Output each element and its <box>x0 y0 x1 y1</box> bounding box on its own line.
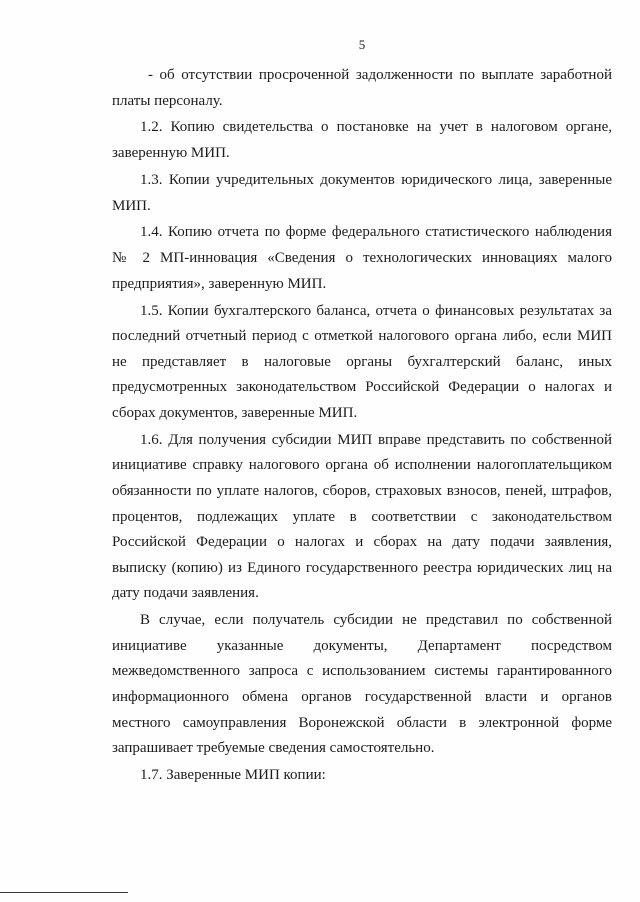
text-line: № 2 МП-инновация «Сведения о технологических инновациях малого <box>112 250 612 267</box>
text-line: дату подачи заявления. <box>112 585 259 602</box>
text-line: местного самоуправления Воронежской области в электронной форме <box>112 714 612 731</box>
text-line: МИП. <box>112 197 151 214</box>
paragraph-1-6 <box>112 428 612 607</box>
paragraph-1-3 <box>112 168 612 219</box>
text-line: сборах документов, заверенные МИП. <box>112 404 358 421</box>
text-line: предусмотренных законодательством Российской Федерации о налогах и <box>112 379 612 396</box>
text-line: 1.2. Копию свидетельства о постановке на учет в налоговом органе, <box>140 119 612 136</box>
text-line: инициативе справку налогового органа об исполнении налогоплательщиком <box>112 457 612 474</box>
text-line: 1.3. Копии учредительных документов юридического лица, заверенные <box>140 171 612 188</box>
text-line: запрашивает требуемые сведения самостоятельно. <box>112 740 435 757</box>
paragraph-1-4 <box>112 220 612 297</box>
text-line: 1.7. Заверенные МИП копии: <box>140 767 326 784</box>
text-line: Российской Федерации о налогах и сборах на дату подачи заявления, <box>112 534 612 551</box>
text-line: процентов, подлежащих уплате в соответствии с законодательством <box>112 508 612 525</box>
paragraph-1-2 <box>112 115 612 166</box>
paragraph-no-debt-item <box>112 63 612 114</box>
text-line: - об отсутствии просроченной задолженности по выплате заработной <box>148 67 612 83</box>
text-line: заверенную МИП. <box>112 145 230 162</box>
text-line: предприятия», заверенную МИП. <box>112 275 327 292</box>
text-line: 1.4. Копию отчета по форме федерального статистического наблюдения <box>140 224 612 241</box>
document-text <box>112 63 612 789</box>
text-line: В случае, если получатель субсидии не представил по собственной <box>140 612 612 629</box>
text-line: платы персоналу. <box>112 92 223 109</box>
scan-edge-line <box>0 892 128 893</box>
paragraph-department-request <box>112 608 612 762</box>
text-line: 1.6. Для получения субсидии МИП вправе представить по собственной <box>140 431 612 448</box>
text-line: не представляет в налоговые органы бухгалтерский баланс, иных <box>112 353 612 370</box>
text-line: последний отчетный период с отметкой налогового органа либо, если МИП <box>112 328 612 345</box>
paragraph-1-5 <box>112 299 612 427</box>
text-line: обязанности по уплате налогов, сборов, страховых взносов, пеней, штрафов, <box>112 482 612 499</box>
paragraph-1-7 <box>112 763 612 789</box>
text-line: инициативе указанные документы, Департамент посредством <box>112 637 612 654</box>
text-line: межведомственного запроса с использованием системы гарантированного <box>112 663 612 680</box>
text-line: 1.5. Копии бухгалтерского баланса, отчета о финансовых результатах за <box>140 302 612 319</box>
page-number: 5 <box>358 37 366 52</box>
text-line: информационного обмена органов государственной власти и органов <box>112 689 612 706</box>
text-line: выписку (копию) из Единого государственного реестра юридических лиц на <box>112 559 612 576</box>
